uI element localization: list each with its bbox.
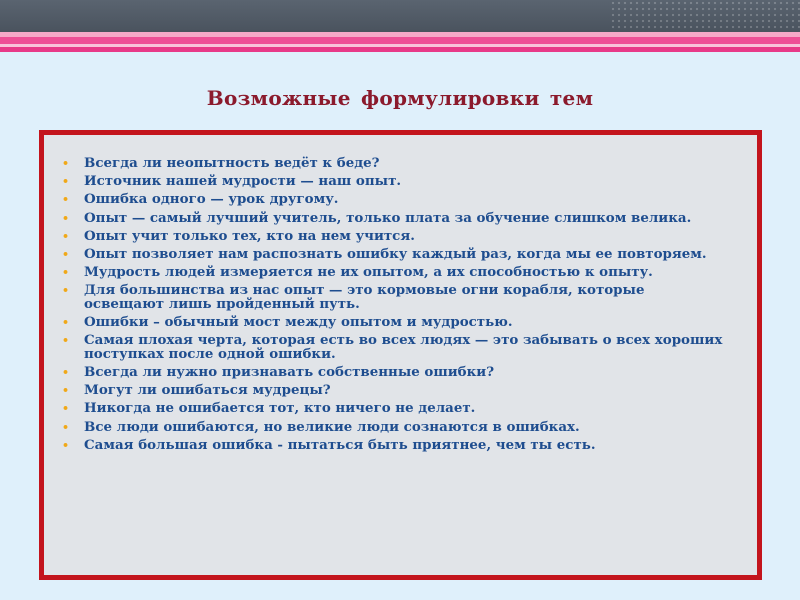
topic-text: Опыт — самый лучший учитель, только плата за обучение слишком велика.	[84, 209, 692, 226]
bullet-icon: •	[62, 316, 70, 330]
bullet-icon: •	[62, 366, 70, 380]
topic-text: Мудрость людей измеряется не их опытом, а их способностью к опыту.	[84, 264, 653, 281]
bullet-icon: •	[62, 284, 70, 298]
bullet-icon: •	[62, 334, 70, 348]
decorative-stripe	[0, 47, 800, 52]
topic-text: Могут ли ошибаться мудрецы?	[84, 382, 331, 399]
topic-text: Ошибка одного — урок другому.	[84, 191, 339, 208]
bullet-icon: •	[62, 266, 70, 280]
topic-text: Опыт учит только тех, кто на нем учится.	[84, 227, 415, 244]
topic-item	[62, 191, 727, 208]
topic-item	[62, 436, 727, 453]
topic-item	[62, 282, 727, 312]
bullet-icon: •	[62, 402, 70, 416]
topic-text: Всегда ли нужно признавать собственные ошибки?	[84, 364, 495, 381]
bullet-icon: •	[62, 247, 70, 261]
topic-text: Ошибки – обычный мост между опытом и мудростью.	[84, 314, 513, 331]
bullet-icon: •	[62, 384, 70, 398]
topic-item	[62, 245, 727, 262]
topic-list	[44, 135, 757, 452]
topic-item	[62, 173, 727, 190]
topic-item	[62, 364, 727, 381]
topic-item	[62, 209, 727, 226]
topic-text: Самая большая ошибка - пытаться быть приятнее, чем ты есть.	[84, 436, 596, 453]
topics-frame	[39, 130, 762, 580]
topic-item	[62, 382, 727, 399]
bullet-icon: •	[62, 211, 70, 225]
topic-item	[62, 155, 727, 171]
slide-title: Возможные формулировки тем	[206, 86, 594, 110]
bullet-icon: •	[62, 420, 70, 434]
bullet-icon: •	[62, 175, 70, 189]
topic-item	[62, 314, 727, 331]
bullet-icon: •	[62, 193, 70, 207]
topic-item	[62, 332, 727, 362]
bullet-icon: •	[62, 229, 70, 243]
topic-text: Для большинства из нас опыт — это кормовые огни корабля, которые освещают лишь пройденный путь.	[84, 282, 645, 312]
topic-text: Никогда не ошибается тот, кто ничего не делает.	[84, 400, 476, 417]
topic-item	[62, 400, 727, 417]
topic-text: Всегда ли неопытность ведёт к беде?	[84, 155, 380, 171]
topic-item	[62, 227, 727, 244]
topic-text: Опыт позволяет нам распознать ошибку каждый раз, когда мы ее повторяем.	[84, 245, 707, 262]
decorative-stripe	[0, 37, 800, 44]
bullet-icon: •	[62, 157, 70, 170]
topic-item	[62, 264, 727, 281]
topic-text: Самая плохая черта, которая есть во всех людях — это забывать о всех хороших поступках после одной ошибки.	[84, 332, 723, 362]
topic-text: Источник нашей мудрости — наш опыт.	[84, 173, 402, 190]
topic-item	[62, 418, 727, 435]
topic-text: Все люди ошибаются, но великие люди сознаются в ошибках.	[84, 418, 580, 435]
bullet-icon: •	[62, 438, 70, 452]
